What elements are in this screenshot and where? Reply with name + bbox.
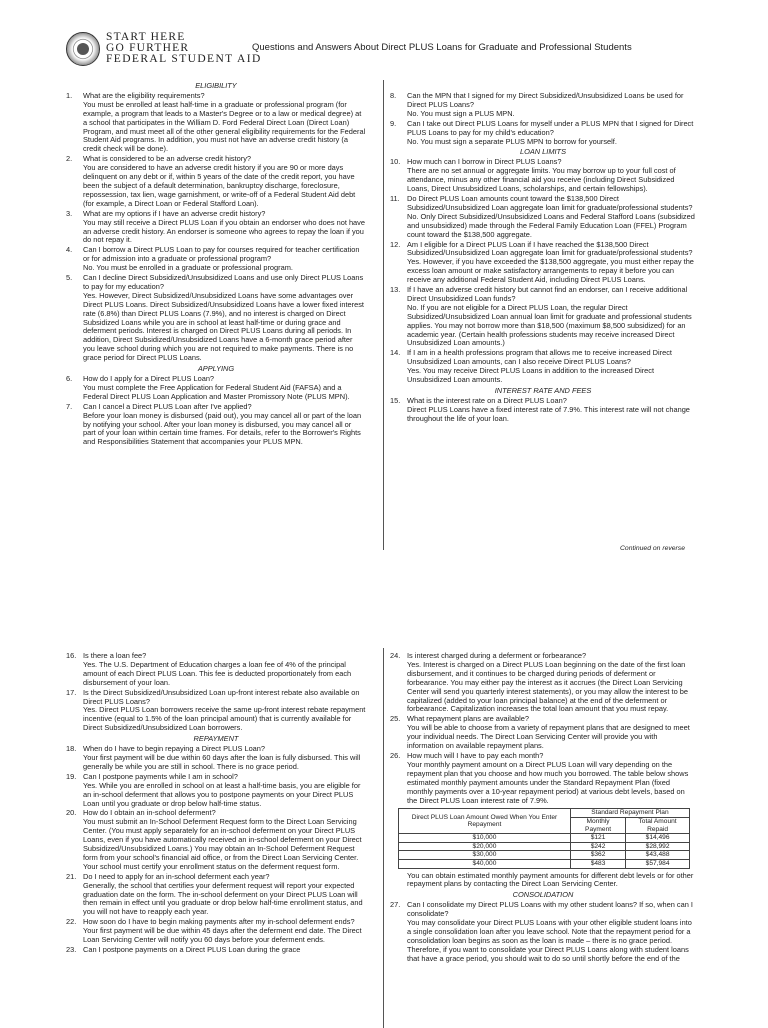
table-row	[399, 842, 690, 851]
question-number: 11.	[390, 193, 400, 203]
table-row	[399, 851, 690, 860]
question-text: Can I postpone payments while I am in school?	[83, 771, 238, 781]
question-text: Can I decline Direct Subsidized/Unsubsidized Loans and use only Direct PLUS Loans to pay for my education?	[83, 273, 364, 291]
question-answer	[407, 349, 696, 385]
question-answer	[83, 873, 366, 918]
answer-text: You must be enrolled at least half-time in a graduate or professional program (for example, a program that leads to a Master's Degree or to a law or medical degree) at a school that participates in the William D. Ford Federal Direct Loan (Direct Loan) Program, and must meet all of the other general eligibility requirements for the Federal Student Aid programs. In addition, you must not have an adverse credit history (a credit check will be done).	[83, 99, 366, 154]
question-number: 16.	[66, 651, 77, 660]
question-item	[66, 210, 366, 246]
question-answer	[83, 375, 366, 402]
table-row	[399, 834, 690, 843]
table-cell: $43,488	[626, 851, 690, 860]
table-cell: $14,496	[626, 834, 690, 843]
answer-text: No. Only Direct Subsidized/Unsubsidized Loans and Federal Stafford Loans (subsidized and unsubsidized) made through the Federal Family Education Loan (FFEL) Program count toward the $138,500 aggregate.	[407, 211, 695, 239]
question-answer	[407, 752, 696, 805]
question-text: Is there a loan fee?	[83, 651, 147, 660]
question-item	[390, 158, 696, 194]
section-heading: REPAYMENT	[193, 734, 239, 744]
spacer	[390, 872, 407, 890]
question-item	[390, 715, 696, 751]
question-number: 27.	[390, 900, 401, 910]
question-number: 6.	[66, 374, 73, 383]
table-header-total: Total Amount Repaid	[626, 818, 690, 834]
question-text: Can the MPN that I signed for my Direct Subsidized/Unsubsidized Loans be used for Direct PLUS Loans?	[407, 91, 684, 109]
question-item	[390, 752, 696, 805]
fsa-logo	[106, 32, 262, 65]
logo-line-3: FEDERAL STUDENT AID	[106, 53, 262, 65]
question-answer	[83, 274, 366, 363]
page2-right-column	[390, 652, 696, 965]
question-text: Can I consolidate my Direct PLUS Loans with my other student loans? If so, when can I consolidate?	[407, 900, 693, 919]
question-number: 23.	[66, 945, 77, 954]
answer-text: You are considered to have an adverse credit history if you are 90 or more days delinquent on any debt or if, within 5 years of the date of the credit report, you have been the subject of a default determination, bankruptcy discharge, foreclosure, repossession, tax lien, wage garnishment, or write-off of a Federal Student Aid debt (for example, a Direct Loan or Federal Stafford Loan).	[83, 163, 356, 208]
answer-text: Yes. Direct PLUS Loan borrowers receive the same up-front interest rebate repayment incentive (equal to 1.5% of the loan principal amount) that is currently available for Direct Subsidized/Unsubsidized Loan borrowers.	[83, 705, 366, 733]
table-cell: $362	[570, 851, 625, 860]
question-number: 7.	[66, 401, 73, 411]
question-answer	[83, 918, 366, 945]
question-text: How much will I have to pay each month?	[407, 750, 544, 760]
answer-text: Yes. However, Direct Subsidized/Unsubsidized Loans have some advantages over Direct PLUS Loans. Direct Subsidized/Unsubsidized Loans have a lower fixed interest rate (6.8%) than Direct PLUS Loans (7.9%), and no interest is charged on Direct Subsidized Loans while you are in school at least half-time or during grace and deferment periods. Interest is charged on Direct PLUS Loans during all periods. In addition, Direct Subsidized/Unsubsidized Loans have a 6-month grace period after you leave school during which you are not required to make payments. There is no grace period for Direct PLUS Loans.	[83, 290, 364, 363]
table-cell: $20,000	[399, 842, 571, 851]
question-number: 14.	[390, 348, 401, 358]
question-number: 10.	[390, 157, 401, 167]
answer-text: No. You must sign a separate PLUS MPN to borrow for yourself.	[407, 136, 617, 146]
question-number: 5.	[66, 273, 73, 283]
question-text: Am I eligible for a Direct PLUS Loan if I have reached the $138,500 Direct Subsidized/Unsubsidized Loan aggregate loan limit for graduate/professional students?	[407, 239, 693, 258]
question-answer	[407, 286, 696, 348]
question-text: When do I have to begin repaying a Direct PLUS Loan?	[83, 744, 266, 754]
answer-text: No. If you are not eligible for a Direct PLUS Loan, the regular Direct Subsidized/Unsubsidized Loan annual loan limit for graduate and professional students applies. You may not borrow more than $18,500 (maximum $8,500 subsidized) for an academic year. (Certain health professions students may receive increased Direct Unsubsidized Loan amounts.)	[407, 302, 692, 348]
question-item	[390, 92, 696, 119]
question-number: 8.	[390, 91, 397, 100]
logo-line-2: GO FURTHER	[106, 42, 190, 54]
answer-text: No. You must sign a PLUS MPN.	[407, 108, 515, 118]
table-cell: $242	[570, 842, 625, 851]
question-text: Is the Direct Subsidized/Unsubsidized Loan up-front interest rebate also available on Direct PLUS Loans?	[83, 687, 360, 706]
page-2	[0, 640, 768, 1024]
question-item	[390, 397, 696, 424]
question-text: What are my options if I have an adverse credit history?	[83, 208, 266, 218]
question-answer	[83, 689, 366, 734]
question-text: Do Direct PLUS Loan amounts count toward the $138,500 Direct Subsidized/Unsubsidized Loan aggregate loan limit for graduate/professional students?	[407, 193, 693, 212]
question-answer	[407, 901, 696, 963]
question-answer	[83, 403, 366, 448]
question-answer	[407, 652, 696, 714]
question-number: 1.	[66, 90, 73, 100]
question-text: How much can I borrow in Direct PLUS Loans?	[407, 157, 562, 167]
table-header-plan: Standard Repayment Plan	[570, 809, 689, 818]
section-heading: LOAN LIMITS	[520, 147, 566, 157]
column-divider-2	[383, 648, 384, 1028]
question-text: If I have an adverse credit history but cannot find an endorser, can I receive additional Direct Unsubsidized Loan funds?	[407, 285, 688, 303]
question-number: 15.	[390, 395, 401, 405]
question-item	[390, 241, 696, 286]
question-item	[66, 918, 366, 945]
document-title: Questions and Answers About Direct PLUS Loans for Graduate and Professional Students	[252, 42, 632, 53]
question-number: 13.	[390, 285, 401, 295]
answer-text: Your first payment will be due within 45 days after the deferment end date. The Direct Loan Servicing Center will notify you 60 days before your deferment ends.	[83, 926, 362, 945]
answer-text: You may still receive a Direct PLUS Loan if you obtain an endorser who does not have an adverse credit history. An endorser is someone who agrees to repay the loan if you do not repay it.	[83, 217, 365, 245]
question-number: 26.	[390, 750, 401, 760]
question-item	[66, 274, 366, 363]
paragraph-text: You can obtain estimated monthly payment amounts for different debt levels or for other repayment plans by contacting the Direct Loan Servicing Center.	[407, 870, 694, 889]
question-answer	[83, 773, 366, 809]
question-answer	[83, 809, 366, 871]
question-answer	[83, 92, 366, 154]
question-text: Is interest charged during a deferment or forbearance?	[407, 651, 587, 660]
question-answer	[83, 210, 366, 246]
question-number: 18.	[66, 744, 77, 754]
question-text: What is the interest rate on a Direct PLUS Loan?	[407, 395, 567, 405]
question-item	[66, 809, 366, 871]
answer-text: No. You must be enrolled in a graduate or professional program.	[83, 263, 293, 273]
question-number: 4.	[66, 245, 73, 255]
question-number: 9.	[390, 118, 397, 128]
section-heading: CONSOLIDATION	[512, 890, 574, 900]
question-text: How soon do I have to begin making payments after my in-school deferment ends?	[83, 917, 355, 927]
answer-text: Direct PLUS Loans have a fixed interest rate of 7.9%. This interest rate will not change throughout the life of your loan.	[407, 404, 690, 423]
question-item	[390, 901, 696, 963]
question-answer	[83, 946, 366, 955]
table-header-amount: Direct PLUS Loan Amount Owed When You Enter Repayment	[399, 809, 571, 834]
question-answer	[83, 652, 366, 688]
continued-note: Continued on reverse	[620, 545, 685, 552]
question-item	[66, 155, 366, 208]
answer-text: You may consolidate your Direct PLUS Loans with your other eligible student loans into a single consolidation loan after you leave school. Note that the repayment period for a consolidation loan begins as soon as the loan is made – there is no grace period. Therefore, if you want to consolidate your Direct PLUS Loans along with student loans that have a grace period, you should wait to do so until shortly before the end of the	[407, 918, 692, 963]
question-number: 17.	[66, 687, 77, 697]
question-text: What repayment plans are available?	[407, 714, 530, 724]
table-cell: $121	[570, 834, 625, 843]
question-item	[66, 375, 366, 402]
question-number: 2.	[66, 154, 73, 164]
question-number: 21.	[66, 871, 77, 881]
question-item	[66, 403, 366, 448]
question-number: 24.	[390, 651, 401, 660]
table-cell: $28,992	[626, 842, 690, 851]
question-number: 20.	[66, 808, 77, 818]
question-number: 19.	[66, 771, 77, 781]
question-item	[66, 773, 366, 809]
page2-left-column	[66, 652, 366, 956]
question-item	[66, 246, 366, 273]
question-item	[390, 652, 696, 714]
answer-text: Yes. The U.S. Department of Education charges a loan fee of 4% of the principal amount of each Direct PLUS Loan. This fee is deducted proportionately from each disbursement of your loan.	[83, 659, 352, 687]
question-text: Can I postpone payments on a Direct PLUS Loan during the grace	[83, 945, 301, 954]
answer-text: Yes. While you are enrolled in school on at least a half-time basis, you are eligible for an in-school deferment that allows you to postpone payments on your Direct PLUS Loan until you graduate or drop below half-time status.	[83, 780, 361, 808]
question-item	[66, 946, 366, 955]
logo-line-1: START HERE	[106, 31, 186, 43]
question-text: Do I need to apply for an in-school deferment each year?	[83, 871, 270, 881]
table-header-monthly: Monthly Payment	[570, 818, 625, 834]
question-text: How do I apply for a Direct PLUS Loan?	[83, 374, 215, 383]
question-item	[66, 92, 366, 154]
page1-left-column	[66, 80, 366, 448]
question-text: How do I obtain an in-school deferment?	[83, 808, 216, 818]
question-text: Can I cancel a Direct PLUS Loan after I've applied?	[83, 401, 252, 411]
question-answer	[407, 397, 696, 424]
question-answer	[407, 92, 696, 119]
question-text: What is considered to be an adverse credit history?	[83, 154, 252, 164]
table-cell: $483	[570, 859, 625, 868]
repayment-table	[398, 808, 690, 868]
question-answer	[407, 241, 696, 286]
question-answer	[407, 195, 696, 240]
answer-text: Your monthly payment amount on a Direct PLUS Loan will vary depending on the repayment plan that you choose and how much you borrowed. The table below shows estimated monthly payment amounts under the Standard Repayment Plan (fixed monthly payments over a 10-year repayment period) at various debt levels, based on the Direct PLUS Loan interest rate of 7.9%.	[407, 759, 689, 805]
answer-text: Yes. You may receive Direct PLUS Loans in addition to the increased Direct Unsubsidized Loan amounts.	[407, 366, 655, 385]
answer-text: Your first payment will be due within 60 days after the loan is fully disbursed. This will generally be while you are still in school. There is no grace period.	[83, 752, 361, 771]
table-cell: $57,984	[626, 859, 690, 868]
answer-text: Before your loan money is disbursed (paid out), you may cancel all or part of the loan by notifying your school. After your loan money is disbursed, you may cancel all or part of your loan within certain time frames. For details, refer to the Borrower's Rights and Responsibilities Statement that accompanies your PLUS MPN.	[83, 410, 362, 447]
answer-text: Generally, the school that certifies your deferment request will report your expected graduation date on the form. The in-school deferment on your Direct PLUS Loan will then remain in effect until you graduate or drop below half-time enrollment status, and you will not have to reapply each year.	[83, 880, 363, 917]
question-item	[66, 873, 366, 918]
header	[66, 30, 746, 70]
paragraph	[390, 872, 696, 890]
question-item	[66, 689, 366, 734]
table-cell: $40,000	[399, 859, 571, 868]
department-seal-icon	[66, 32, 100, 66]
question-item	[66, 652, 366, 688]
question-text: What are the eligibility requirements?	[83, 90, 205, 100]
question-text: Can I take out Direct PLUS Loans for myself under a PLUS MPN that I signed for Direct PLUS Loans to pay for my child's education?	[407, 118, 694, 137]
question-answer	[407, 715, 696, 751]
section-heading: ELIGIBILITY	[195, 81, 237, 90]
column-divider	[383, 80, 384, 550]
question-item	[390, 195, 696, 240]
question-item	[390, 349, 696, 385]
answer-text: You must submit an In-School Deferment Request form to the Direct Loan Servicing Center. (You must apply separately for an in-school deferment on your Direct PLUS Loans, even if you have automatically received an in-school deferment on your Direct Subsidized/Unsubsidized Loans.) You may obtain an In-School Deferment Request form from your school's financial aid office, or from the Direct Loan Servicing Center. Your school must certify your enrollment status on the deferment request form.	[83, 817, 362, 871]
question-number: 12.	[390, 239, 401, 249]
table-row	[399, 859, 690, 868]
answer-text: Yes. Interest is charged on a Direct PLUS Loan beginning on the date of the first loan disbursement, and it continues to be charged during periods of deferment or forbearance. You may either pay the interest as it accrues (the Direct Loan Servicing Center will send you quarterly interest statements), or you may allow the interest to be capitalized (added to your loan principal balance) at the end of the deferment or forbearance. Capitalization increases the total loan amount that you must repay.	[407, 659, 688, 714]
question-number: 22.	[66, 917, 77, 927]
answer-text: There are no set annual or aggregate limits. You may borrow up to your full cost of attendance, minus any other financial aid you receive (including Direct Subsidized Loans, Direct Unsubsidized Loans, scholarships, and certain fellowships).	[407, 166, 676, 194]
section-heading: INTEREST RATE AND FEES	[494, 386, 592, 395]
answer-text: You must complete the Free Application for Federal Student Aid (FAFSA) and a Federal Direct PLUS Loan Application and Master Promissory Note (PLUS MPN).	[83, 382, 350, 401]
table-cell: $30,000	[399, 851, 571, 860]
question-text: If I am in a health professions program that allows me to receive increased Direct Unsubsidized Loan amounts, can I also receive Direct PLUS Loans?	[407, 348, 672, 367]
question-answer	[407, 158, 696, 194]
question-answer	[407, 120, 696, 147]
question-item	[390, 120, 696, 147]
section-heading: APPLYING	[197, 364, 235, 374]
question-answer	[83, 155, 366, 208]
question-answer	[83, 246, 366, 273]
answer-text: Yes. However, if you have exceeded the $138,500 aggregate, you must either repay the excess loan amount or make satisfactory arrangements to repay it before you can receive any additional Federal Student Aid, including Direct PLUS Loans.	[407, 257, 694, 285]
question-number: 25.	[390, 714, 401, 724]
question-item	[390, 286, 696, 348]
question-text: Can I borrow a Direct PLUS Loan to pay for courses required for teacher certification or for admission into a graduate or professional program?	[83, 245, 360, 264]
page1-right-column	[390, 92, 696, 425]
table-cell: $10,000	[399, 834, 571, 843]
answer-text: You will be able to choose from a variety of repayment plans that are designed to meet your individual needs. The Direct Loan Servicing Center will provide you with information on available repayment plans.	[407, 723, 690, 751]
question-answer	[83, 745, 366, 772]
question-number: 3.	[66, 208, 73, 218]
question-item	[66, 745, 366, 772]
